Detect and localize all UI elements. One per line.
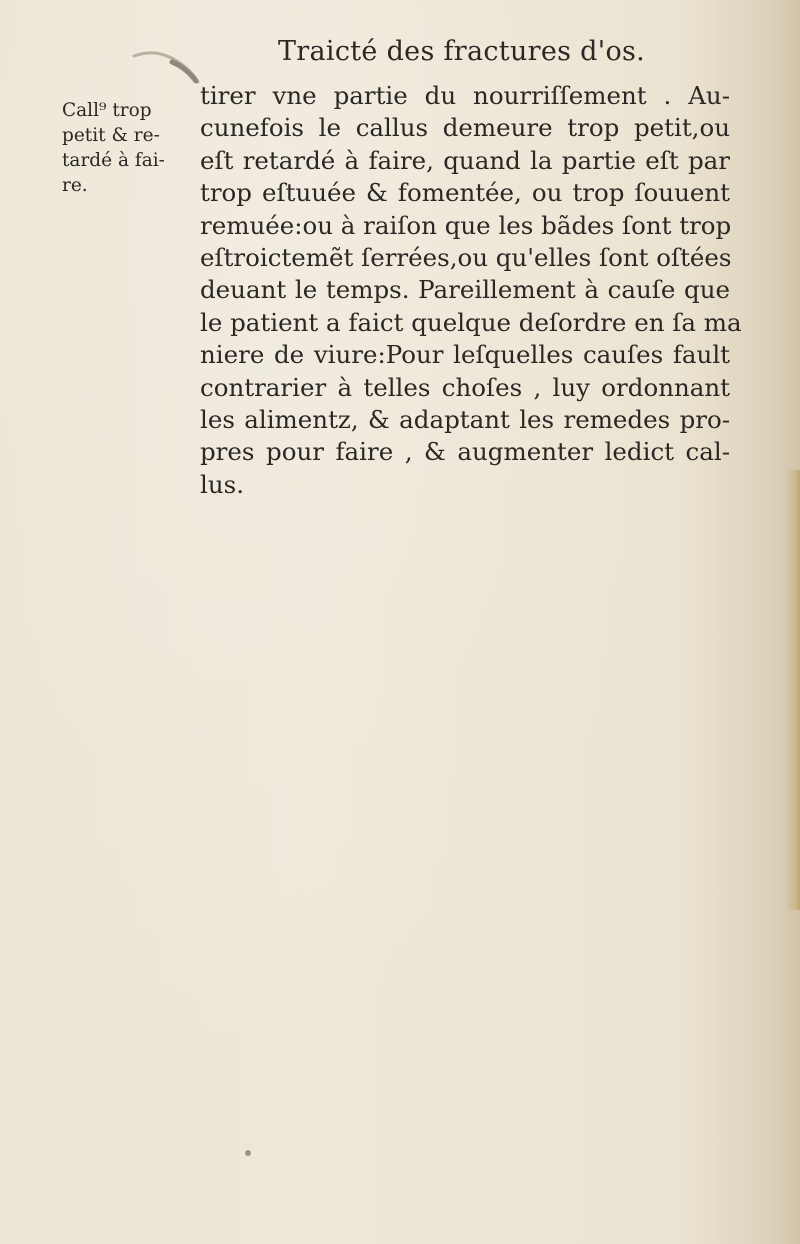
text-line: eſtroictemẽt ſerrées,ou qu'elles ſont oſtées xyxy=(200,243,732,273)
printer-ornament-icon xyxy=(132,48,204,86)
text-line: le patient a faict quelque deſordre en ſa ma xyxy=(200,307,742,337)
text-line: pres pour faire , & augmenter ledict cal- xyxy=(200,437,730,467)
text-line: deuant le temps. Pareillement à cauſe que xyxy=(200,275,730,305)
text-line: contrarier à telles choſes , luy ordonnant xyxy=(200,372,730,402)
ink-speck xyxy=(245,1150,251,1156)
page-edge-stain xyxy=(786,470,800,910)
margin-note xyxy=(62,98,165,198)
text-line: tirer vne partie du nourriſſement . Au- xyxy=(200,81,730,110)
body-paragraph xyxy=(200,80,742,501)
text-line: lus. xyxy=(200,469,244,499)
text-line: niere de viure:Pour leſquelles cauſes fault xyxy=(200,340,730,370)
margin-note-line: petit & re- xyxy=(62,125,160,146)
margin-note-line: tardé à fai- xyxy=(62,150,165,171)
margin-note-line: Call⁹ trop xyxy=(62,100,152,121)
text-line: les alimentz, & adaptant les remedes pro- xyxy=(200,405,730,435)
text-line: cunefois le callus demeure trop petit,ou xyxy=(200,113,730,143)
running-head-title: Traicté des fractures d'os. xyxy=(278,36,646,67)
text-line: trop eſtuuée & fomentée, ou trop ſouuent xyxy=(200,178,730,208)
text-line: eſt retardé à faire, quand la partie eſt par xyxy=(200,145,730,175)
margin-note-line: re. xyxy=(62,175,88,196)
text-line: remuée:ou à raiſon que les bãdes ſont trop xyxy=(200,210,732,240)
